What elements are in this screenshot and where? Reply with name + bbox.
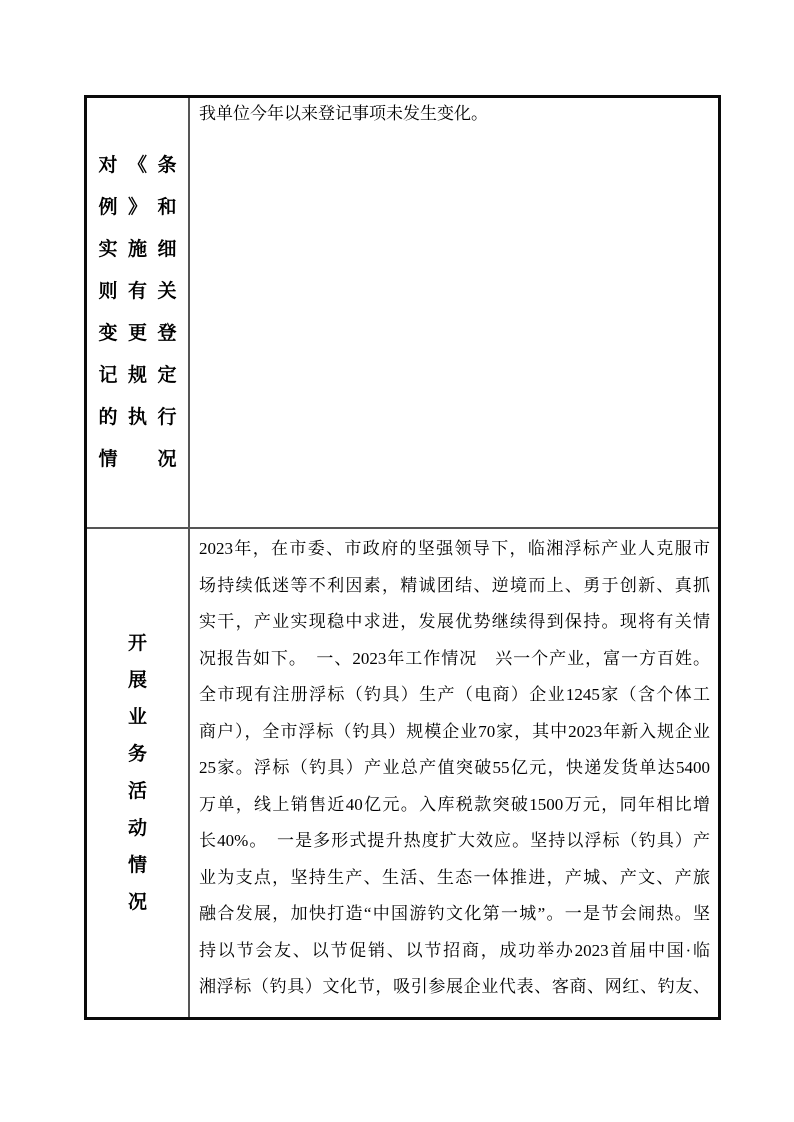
business-content-line: 25家。浮标（钓具）产业总产值突破55亿元，快递发货单达5400	[199, 758, 710, 777]
business-label-char: 务	[127, 744, 147, 765]
registration-label-line: 则有关	[98, 280, 177, 302]
registration-label-line: 情况	[98, 448, 177, 470]
business-content-line: 持以节会友、以节促销、以节招商，成功举办2023首届中国·临	[199, 940, 710, 960]
business-activities-row	[87, 529, 718, 1017]
business-content-line: 万单，线上销售近40亿元。入库税款突破1500万元，同年相比增	[199, 794, 710, 814]
registration-label-line: 对《条	[98, 154, 177, 176]
business-content-line: 况报告如下。 一、2023年工作情况 兴一个产业，富一方百姓。	[199, 648, 710, 668]
business-activities-label-cell	[87, 529, 190, 1017]
registration-changes-label-cell	[87, 98, 190, 527]
registration-content-line: 我单位今年以来登记事项未发生变化。	[199, 104, 488, 123]
business-content-line: 长40%。 一是多形式提升热度扩大效应。坚持以浮标（钓具）产	[199, 831, 710, 850]
registration-label-line: 的执行	[98, 406, 177, 428]
report-table	[84, 95, 721, 1020]
business-label-char: 情	[127, 855, 147, 876]
business-label-char: 展	[127, 670, 147, 691]
business-label-char: 开	[127, 633, 147, 654]
business-content-line: 2023年，在市委、市政府的坚强领导下，临湘浮标产业人克服市	[199, 539, 710, 558]
business-content-line: 湘浮标（钓具）文化节，吸引参展企业代表、客商、网红、钓友、	[199, 977, 710, 996]
registration-label-line: 实施细	[98, 238, 177, 260]
business-content-line: 融合发展，加快打造“中国游钓文化第一城”。一是节会闹热。坚	[199, 904, 710, 923]
business-activities-content-cell	[190, 529, 718, 1017]
business-content-line: 场持续低迷等不利因素，精诚团结、逆境而上、勇于创新、真抓	[199, 575, 710, 595]
registration-label-line: 例》和	[98, 196, 177, 218]
business-label-char: 业	[127, 707, 147, 728]
business-label-char: 况	[127, 892, 147, 913]
business-label-char: 活	[127, 781, 147, 802]
registration-changes-content-cell	[190, 98, 718, 527]
business-label-char: 动	[127, 818, 147, 839]
business-content-line: 业为支点，坚持生产、生活、生态一体推进，产城、产文、产旅	[199, 867, 710, 887]
business-content-line: 全市现有注册浮标（钓具）生产（电商）企业1245家（含个体工	[199, 685, 710, 704]
registration-label-line: 变更登	[98, 322, 177, 344]
registration-changes-row	[87, 98, 718, 529]
registration-label-line: 记规定	[98, 364, 177, 386]
business-content-line: 商户），全市浮标（钓具）规模企业70家，其中2023年新入规企业	[199, 721, 710, 741]
business-content-line: 实干，产业实现稳中求进，发展优势继续得到保持。现将有关情	[199, 612, 710, 631]
